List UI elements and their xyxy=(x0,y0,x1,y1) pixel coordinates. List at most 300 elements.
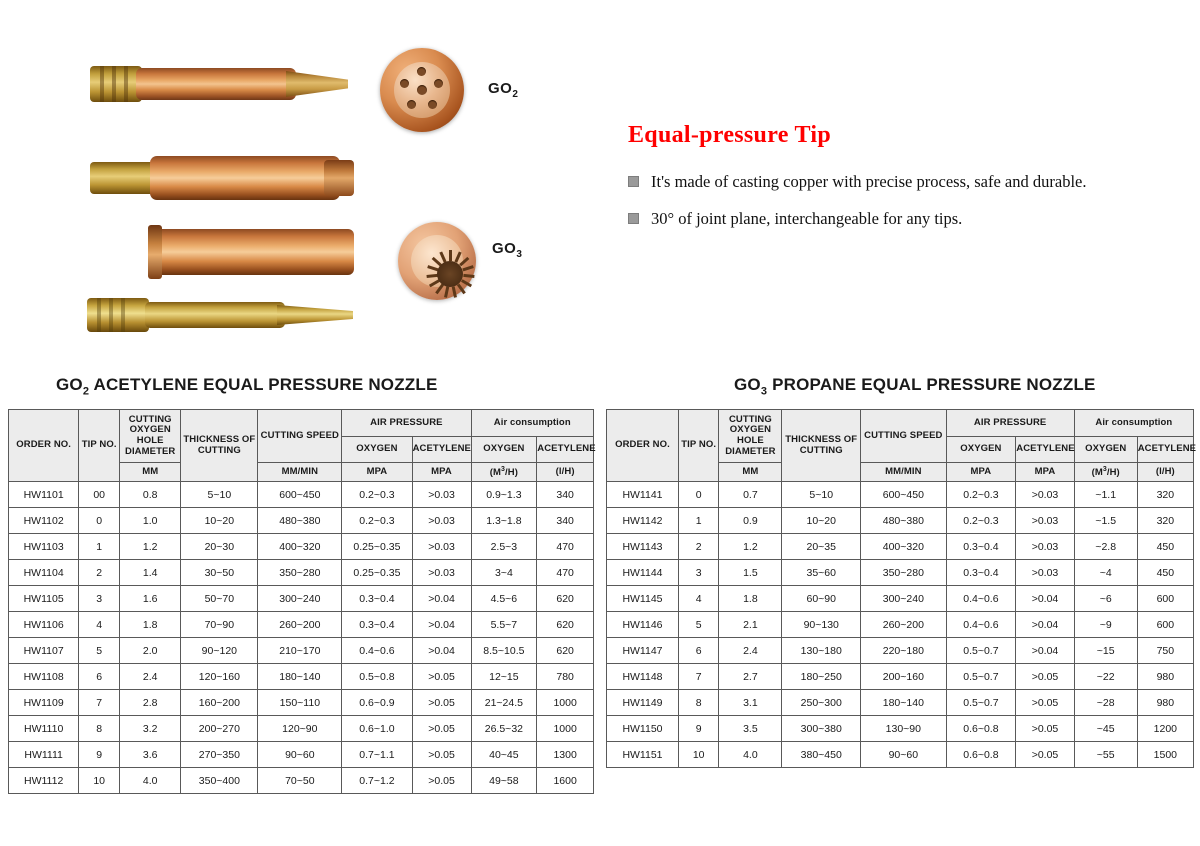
cutting-tip-photo-1 xyxy=(88,55,350,113)
table-cell: 260~200 xyxy=(861,612,946,638)
table-cell: >0.04 xyxy=(412,586,471,612)
table-cell: 0.6~0.8 xyxy=(946,742,1016,768)
tip1-brass-base xyxy=(90,66,142,102)
table-cell: ~1.1 xyxy=(1074,482,1137,508)
go3-tooth xyxy=(449,250,452,261)
table-cell: >0.05 xyxy=(412,742,471,768)
table-cell: 180~140 xyxy=(861,690,946,716)
table-cell: 1.6 xyxy=(120,586,181,612)
table-row xyxy=(9,664,594,690)
table-cell: 350~400 xyxy=(181,768,258,794)
go3-tooth xyxy=(444,286,449,297)
th-air-consumption: Air consumption xyxy=(1074,410,1193,437)
th-cutting-speed: CUTTING SPEED xyxy=(861,410,946,463)
table-cell: >0.05 xyxy=(1016,690,1074,716)
table-cell: ~45 xyxy=(1074,716,1137,742)
table-cell: 980 xyxy=(1137,664,1193,690)
table-cell: 20~30 xyxy=(181,534,258,560)
table-cell: >0.05 xyxy=(412,664,471,690)
table-cell: 210~170 xyxy=(258,638,342,664)
table-cell: 0.2~0.3 xyxy=(342,508,412,534)
table-cell: 120~160 xyxy=(181,664,258,690)
table-cell: 10~20 xyxy=(181,508,258,534)
go2-center-hole xyxy=(417,85,427,95)
table-cell: 2.4 xyxy=(120,664,181,690)
th-order-no: ORDER NO. xyxy=(607,410,679,482)
table-cell: HW1102 xyxy=(9,508,79,534)
th-acetylene-pressure: ACETYLENE xyxy=(1016,436,1074,463)
table-cell: 3~4 xyxy=(471,560,537,586)
tip3-copper-body xyxy=(148,229,354,275)
table-cell: 7 xyxy=(678,664,718,690)
table-cell: 480~380 xyxy=(861,508,946,534)
table-cell: 130~180 xyxy=(782,638,861,664)
table-cell: >0.05 xyxy=(1016,664,1074,690)
table-cell: 40~45 xyxy=(471,742,537,768)
table-cell: 0.3~0.4 xyxy=(342,612,412,638)
tip3-lip xyxy=(148,225,162,279)
table-cell: HW1151 xyxy=(607,742,679,768)
tip4-rib xyxy=(97,298,101,332)
th-unit-mm: MM xyxy=(719,463,782,482)
th-air-consumption: Air consumption xyxy=(471,410,594,437)
table-cell: 0.2~0.3 xyxy=(342,482,412,508)
table-cell: >0.03 xyxy=(1016,560,1074,586)
table-cell: 470 xyxy=(537,560,594,586)
th-unit-mpa-oxygen: MPA xyxy=(946,463,1016,482)
table-row xyxy=(9,716,594,742)
table-cell: 620 xyxy=(537,638,594,664)
table-cell: 620 xyxy=(537,612,594,638)
th-order-no: ORDER NO. xyxy=(9,410,79,482)
go2-hole xyxy=(428,100,437,109)
table-cell: 600 xyxy=(1137,612,1193,638)
cutting-tip-photo-3 xyxy=(148,225,360,281)
table-cell: 400~320 xyxy=(258,534,342,560)
table-cell: 2.5~3 xyxy=(471,534,537,560)
table-cell: 50~70 xyxy=(181,586,258,612)
table-cell: 1000 xyxy=(537,716,594,742)
th-unit-lh: (l/H) xyxy=(1137,463,1193,482)
tip1-rib xyxy=(100,66,104,102)
table-cell: 120~90 xyxy=(258,716,342,742)
tip2-brass-base xyxy=(90,162,156,194)
table-row xyxy=(607,586,1194,612)
table-cell: 1.5 xyxy=(719,560,782,586)
square-bullet-icon xyxy=(628,213,639,224)
th-unit-mm: MM xyxy=(120,463,181,482)
go3-table-body xyxy=(607,482,1194,768)
table-cell: 5 xyxy=(678,612,718,638)
table-row xyxy=(9,638,594,664)
table-cell: 3.5 xyxy=(719,716,782,742)
table-cell: 180~250 xyxy=(782,664,861,690)
table-cell: 340 xyxy=(537,482,594,508)
table-cell: >0.04 xyxy=(1016,586,1074,612)
table-cell: 9 xyxy=(678,716,718,742)
table-cell: 1.8 xyxy=(120,612,181,638)
table-cell: 350~280 xyxy=(258,560,342,586)
table-cell: 10 xyxy=(678,742,718,768)
table-cell: 90~60 xyxy=(861,742,946,768)
th-unit-mm-min: MM/MIN xyxy=(861,463,946,482)
go3-core xyxy=(437,261,463,287)
th-acetylene-consumption: ACETYLENE xyxy=(537,436,594,463)
table-cell: 70~50 xyxy=(258,768,342,794)
table-cell: HW1109 xyxy=(9,690,79,716)
table-cell: HW1104 xyxy=(9,560,79,586)
table-cell: 250~300 xyxy=(782,690,861,716)
go3-tooth xyxy=(463,274,474,278)
table-cell: 340 xyxy=(537,508,594,534)
table-cell: >0.03 xyxy=(1016,482,1074,508)
table-cell: 480~380 xyxy=(258,508,342,534)
table-cell: 0.25~0.35 xyxy=(342,560,412,586)
go3-nozzle-table xyxy=(606,409,1197,768)
tip2-cap xyxy=(324,160,354,196)
table-cell: HW1108 xyxy=(9,664,79,690)
table-cell: >0.04 xyxy=(1016,638,1074,664)
table-cell: 2.1 xyxy=(719,612,782,638)
table-cell: HW1103 xyxy=(9,534,79,560)
go3-tooth xyxy=(452,286,457,297)
table-cell: >0.03 xyxy=(412,560,471,586)
go2-hole xyxy=(400,79,409,88)
table-row xyxy=(607,482,1194,508)
table-cell: 1 xyxy=(678,508,718,534)
table-cell: 450 xyxy=(1137,560,1193,586)
table-row xyxy=(9,586,594,612)
table-row xyxy=(607,560,1194,586)
table-cell: 26.5~32 xyxy=(471,716,537,742)
table-cell: 1.4 xyxy=(120,560,181,586)
table-cell: 2.0 xyxy=(120,638,181,664)
table-cell: 320 xyxy=(1137,508,1193,534)
table-cell: HW1106 xyxy=(9,612,79,638)
table-cell: 600~450 xyxy=(861,482,946,508)
th-air-pressure: AIR PRESSURE xyxy=(946,410,1074,437)
go2-hole xyxy=(417,67,426,76)
table-cell: 0.6~0.9 xyxy=(342,690,412,716)
table-cell: 1000 xyxy=(537,690,594,716)
table-cell: 4.5~6 xyxy=(471,586,537,612)
table-cell: HW1149 xyxy=(607,690,679,716)
table-cell: 400~320 xyxy=(861,534,946,560)
cutting-tip-photo-4 xyxy=(85,292,355,340)
table-cell: >0.05 xyxy=(412,768,471,794)
table-cell: 130~90 xyxy=(861,716,946,742)
go2-hole xyxy=(434,79,443,88)
table-cell: 200~270 xyxy=(181,716,258,742)
table-cell: 9 xyxy=(79,742,120,768)
go3-tooth xyxy=(461,279,472,287)
th-tip-no: TIP NO. xyxy=(678,410,718,482)
th-unit-m3h: $(M^3/H)$ xyxy=(471,463,537,482)
table-cell: 0.2~0.3 xyxy=(946,482,1016,508)
th-air-pressure: AIR PRESSURE xyxy=(342,410,471,437)
table-cell: 1.2 xyxy=(120,534,181,560)
table-cell: >0.03 xyxy=(1016,508,1074,534)
table-row xyxy=(9,612,594,638)
table-cell: 3.6 xyxy=(120,742,181,768)
table-cell: >0.04 xyxy=(412,612,471,638)
go2-photo-label: $GO_2$ xyxy=(488,80,519,100)
table-row xyxy=(607,690,1194,716)
table-cell: 1500 xyxy=(1137,742,1193,768)
table-cell: 0.6~1.0 xyxy=(342,716,412,742)
table-cell: >0.03 xyxy=(412,534,471,560)
table-cell: 300~380 xyxy=(782,716,861,742)
table-cell: 90~130 xyxy=(782,612,861,638)
table-cell: 6 xyxy=(678,638,718,664)
table-cell: 10 xyxy=(79,768,120,794)
table-cell: 380~450 xyxy=(782,742,861,768)
th-acetylene-pressure: ACETYLENE xyxy=(412,436,471,463)
tip4-cone xyxy=(277,305,353,325)
table-cell: 0.5~0.7 xyxy=(946,664,1016,690)
table-cell: 5.5~7 xyxy=(471,612,537,638)
table-row xyxy=(607,508,1194,534)
tip2-copper-body xyxy=(150,156,340,200)
table-row xyxy=(9,690,594,716)
table-cell: 600~450 xyxy=(258,482,342,508)
table-row xyxy=(9,742,594,768)
table-cell: 8 xyxy=(678,690,718,716)
table-cell: 0.3~0.4 xyxy=(342,586,412,612)
table-row xyxy=(607,638,1194,664)
go3-tooth xyxy=(454,251,461,262)
table-cell: >0.05 xyxy=(412,716,471,742)
table-cell: 260~200 xyxy=(258,612,342,638)
table-row xyxy=(607,664,1194,690)
table-cell: HW1150 xyxy=(607,716,679,742)
table-cell: HW1144 xyxy=(607,560,679,586)
table-cell: 150~110 xyxy=(258,690,342,716)
table-cell: 750 xyxy=(1137,638,1193,664)
table-row xyxy=(607,742,1194,768)
table-cell: 0.7 xyxy=(719,482,782,508)
table-cell: 600 xyxy=(1137,586,1193,612)
table-header-row xyxy=(607,410,1194,437)
info-heading: Equal-pressure Tip xyxy=(628,122,832,148)
tip4-body xyxy=(145,302,285,328)
table-header-row xyxy=(9,410,594,437)
th-thickness-of-cutting: THICKNESS OF CUTTING xyxy=(782,410,861,482)
table-cell: HW1105 xyxy=(9,586,79,612)
table-cell: 1.0 xyxy=(120,508,181,534)
table-cell: HW1148 xyxy=(607,664,679,690)
go3-nozzle-face-view xyxy=(398,222,476,300)
table-cell: 20~35 xyxy=(782,534,861,560)
table-cell: 0.5~0.7 xyxy=(946,638,1016,664)
table-cell: HW1111 xyxy=(9,742,79,768)
table-cell: HW1107 xyxy=(9,638,79,664)
table-cell: HW1110 xyxy=(9,716,79,742)
th-unit-lh: (l/H) xyxy=(537,463,594,482)
table-cell: 1300 xyxy=(537,742,594,768)
info-bullet-text: 30° of joint plane, interchangeable for any tips. xyxy=(651,209,963,229)
table-cell: 300~240 xyxy=(258,586,342,612)
table-row xyxy=(9,560,594,586)
table-cell: 5~10 xyxy=(782,482,861,508)
go3-table-title: $GO_3$ PROPANE EQUAL PRESSURE NOZZLE xyxy=(734,375,1096,398)
table-cell: 1 xyxy=(79,534,120,560)
table-cell: HW1147 xyxy=(607,638,679,664)
table-cell: 0.7~1.2 xyxy=(342,768,412,794)
table-cell: 60~90 xyxy=(782,586,861,612)
th-tip-no: TIP NO. xyxy=(79,410,120,482)
table-cell: 1600 xyxy=(537,768,594,794)
table-cell: 350~280 xyxy=(861,560,946,586)
tip1-copper-body xyxy=(136,68,296,100)
table-cell: 0 xyxy=(79,508,120,534)
table-cell: 7 xyxy=(79,690,120,716)
table-cell: HW1143 xyxy=(607,534,679,560)
table-cell: HW1101 xyxy=(9,482,79,508)
table-cell: 780 xyxy=(537,664,594,690)
table-cell: HW1141 xyxy=(607,482,679,508)
th-oxygen-pressure: OXYGEN xyxy=(342,436,412,463)
th-cutting-oxygen-hole-diameter: CUTTING OXYGEN HOLE DIAMETER xyxy=(120,410,181,463)
table-cell: 00 xyxy=(79,482,120,508)
table-cell: 300~240 xyxy=(861,586,946,612)
table-cell: 0.7~1.1 xyxy=(342,742,412,768)
table-cell: HW1146 xyxy=(607,612,679,638)
table-cell: 160~200 xyxy=(181,690,258,716)
table-cell: 49~58 xyxy=(471,768,537,794)
table-cell: 4 xyxy=(79,612,120,638)
table-cell: 12~15 xyxy=(471,664,537,690)
table-cell: ~1.5 xyxy=(1074,508,1137,534)
table-row xyxy=(9,508,594,534)
go2-face-inner xyxy=(394,62,450,118)
tip1-rib xyxy=(112,66,116,102)
th-unit-m3h: $(M^3/H)$ xyxy=(1074,463,1137,482)
table-cell: 4.0 xyxy=(120,768,181,794)
table-cell: 8 xyxy=(79,716,120,742)
table-cell: >0.03 xyxy=(412,508,471,534)
table-cell: 0.3~0.4 xyxy=(946,534,1016,560)
table-cell: 0.4~0.6 xyxy=(946,612,1016,638)
th-unit-mpa-acetylene: MPA xyxy=(1016,463,1074,482)
table-cell: >0.04 xyxy=(1016,612,1074,638)
th-unit-mpa-oxygen: MPA xyxy=(342,463,412,482)
table-cell: 3 xyxy=(79,586,120,612)
cutting-tip-photo-2 xyxy=(88,150,356,212)
table-cell: 1.8 xyxy=(719,586,782,612)
go2-nozzle-face-view xyxy=(380,48,464,132)
table-cell: 4 xyxy=(678,586,718,612)
tip4-rib xyxy=(109,298,113,332)
table-cell: 2.7 xyxy=(719,664,782,690)
table-cell: 5 xyxy=(79,638,120,664)
table-cell: 6 xyxy=(79,664,120,690)
table-cell: >0.04 xyxy=(412,638,471,664)
table-row xyxy=(9,768,594,794)
go2-table-title: $GO_2$ ACETYLENE EQUAL PRESSURE NOZZLE xyxy=(56,375,438,398)
table-cell: >0.05 xyxy=(1016,716,1074,742)
th-thickness-of-cutting: THICKNESS OF CUTTING xyxy=(181,410,258,482)
table-cell: 0.4~0.6 xyxy=(946,586,1016,612)
go3-tooth xyxy=(457,284,466,295)
table-cell: >0.03 xyxy=(1016,534,1074,560)
table-cell: >0.03 xyxy=(412,482,471,508)
table-cell: 3.1 xyxy=(719,690,782,716)
go3-tooth xyxy=(462,265,473,271)
table-cell: 1.3~1.8 xyxy=(471,508,537,534)
table-cell: 200~160 xyxy=(861,664,946,690)
table-cell: 90~60 xyxy=(258,742,342,768)
table-cell: 470 xyxy=(537,534,594,560)
table-cell: 0.9 xyxy=(719,508,782,534)
table-cell: 1.2 xyxy=(719,534,782,560)
go2-nozzle-table xyxy=(8,409,594,794)
th-oxygen-pressure: OXYGEN xyxy=(946,436,1016,463)
table-cell: 270~350 xyxy=(181,742,258,768)
table-cell: 0.8 xyxy=(120,482,181,508)
table-cell: >0.05 xyxy=(412,690,471,716)
table-cell: 10~20 xyxy=(782,508,861,534)
table-cell: 0 xyxy=(678,482,718,508)
table-cell: ~4 xyxy=(1074,560,1137,586)
th-cutting-oxygen-hole-diameter: CUTTING OXYGEN HOLE DIAMETER xyxy=(719,410,782,463)
table-cell: 4.0 xyxy=(719,742,782,768)
table-cell: HW1145 xyxy=(607,586,679,612)
table-cell: 70~90 xyxy=(181,612,258,638)
go3-face-ring xyxy=(411,235,463,287)
table-cell: 0.4~0.6 xyxy=(342,638,412,664)
table-cell: 2.4 xyxy=(719,638,782,664)
table-cell: 450 xyxy=(1137,534,1193,560)
go3-table-section xyxy=(606,375,1197,768)
table-cell: ~55 xyxy=(1074,742,1137,768)
table-cell: 0.9~1.3 xyxy=(471,482,537,508)
go2-table-body xyxy=(9,482,594,794)
table-cell: ~15 xyxy=(1074,638,1137,664)
table-cell: ~22 xyxy=(1074,664,1137,690)
table-cell: HW1112 xyxy=(9,768,79,794)
table-cell: 0.3~0.4 xyxy=(946,560,1016,586)
table-row xyxy=(607,534,1194,560)
product-photo-area xyxy=(0,0,600,370)
th-oxygen-consumption: OXYGEN xyxy=(1074,436,1137,463)
table-cell: 1200 xyxy=(1137,716,1193,742)
table-cell: 0.5~0.7 xyxy=(946,690,1016,716)
table-cell: 0.2~0.3 xyxy=(946,508,1016,534)
table-cell: HW1142 xyxy=(607,508,679,534)
table-cell: 2 xyxy=(79,560,120,586)
table-cell: 180~140 xyxy=(258,664,342,690)
table-cell: 220~180 xyxy=(861,638,946,664)
th-acetylene-consumption: ACETYLENE xyxy=(1137,436,1193,463)
table-cell: 5~10 xyxy=(181,482,258,508)
table-cell: 0.5~0.8 xyxy=(342,664,412,690)
th-cutting-speed: CUTTING SPEED xyxy=(258,410,342,463)
table-row xyxy=(607,612,1194,638)
table-cell: ~6 xyxy=(1074,586,1137,612)
table-cell: 30~50 xyxy=(181,560,258,586)
info-bullet-text: It's made of casting copper with precise process, safe and durable. xyxy=(651,172,1087,191)
table-cell: ~9 xyxy=(1074,612,1137,638)
table-cell: 21~24.5 xyxy=(471,690,537,716)
table-row xyxy=(9,482,594,508)
table-cell: >0.05 xyxy=(1016,742,1074,768)
square-bullet-icon xyxy=(628,176,639,187)
table-cell: ~2.8 xyxy=(1074,534,1137,560)
go3-tooth xyxy=(459,257,469,267)
table-cell: 620 xyxy=(537,586,594,612)
th-unit-mpa-acetylene: MPA xyxy=(412,463,471,482)
